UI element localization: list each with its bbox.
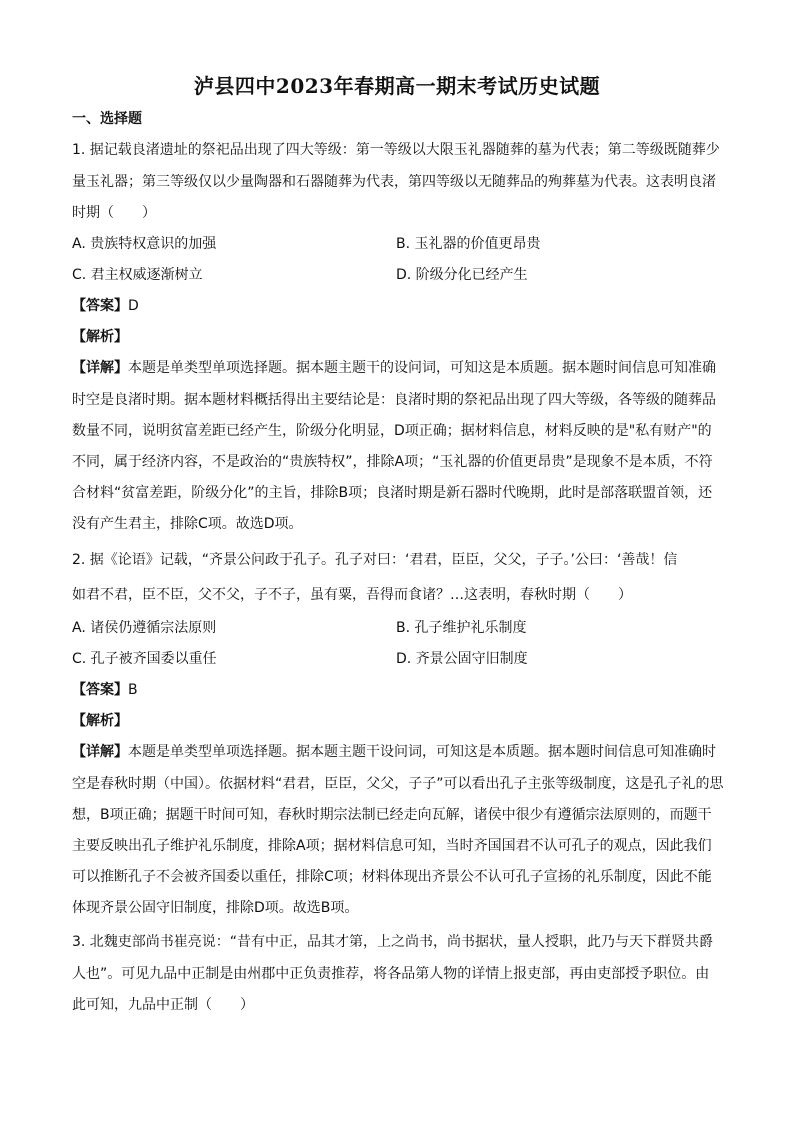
q1-analysis-label: 【解析】 — [72, 329, 128, 345]
q2-detail-line — [72, 742, 716, 762]
q2-analysis-label: 【解析】 — [72, 713, 128, 729]
answer-label: 【答案】 — [72, 298, 128, 314]
answer-value: B — [128, 682, 138, 698]
q1-stem-line: 量玉礼器；第三等级仅以少量陶器和石器随葬为代表，第四等级以无随葬品的殉葬墓为代表。这表明良渚 — [72, 174, 716, 190]
detail-label: 【详解】 — [72, 360, 128, 376]
q1-detail-line: 时空是良渚时期。据本题材料概括得出主要结论是：良渚时期的祭祀品出现了四大等级，各等级的随葬品 — [72, 392, 716, 408]
q2-detail-line: 体现齐景公固守旧制度，排除D项。故选B项。 — [72, 900, 359, 916]
q1-detail-line: 不同，属于经济内容，不是政治的“贵族特权”，排除A项；“玉礼器的价值更昂贵”是现象不是本质，不符 — [72, 454, 713, 470]
q2-detail-line: 可以推断孔子不会被齐国委以重任，排除C项；材料体现出齐景公不认可孔子宣扬的礼乐制度，因此不能 — [72, 869, 712, 885]
q1-detail-line: 没有产生君主，排除C项。故选D项。 — [72, 516, 303, 532]
q2-option-c: C. 孔子被齐国委以重任 — [72, 651, 217, 667]
q3-stem-line: 此可知，九品中正制（ ） — [72, 997, 254, 1013]
q1-option-c: C. 君主权威逐渐树立 — [72, 267, 203, 283]
q3-stem-line: 人也”。可见九品中正制是由州郡中正负责推荐，将各品第人物的详情上报吏部，再由吏部授予职位。由 — [72, 966, 710, 982]
page-title: 泸县四中2023年春期高一期末考试历史试题 — [193, 74, 601, 98]
q2-detail-line: 想，B项正确；据题干时间可知，春秋时期宗法制已经走向瓦解，诸侯中很少有遵循宗法原则的，而题干 — [72, 807, 712, 823]
q1-detail-line — [72, 358, 716, 378]
q1-detail-line: 合材料“贫富差距，阶级分化”的主旨，排除B项；良渚时期是新石器时代晚期，此时是部落联盟首领，还 — [72, 485, 713, 501]
q2-stem-line: 如君不君，臣不臣，父不父，子不子，虽有粟，吾得而食诸？…这表明，春秋时期（ ） — [72, 587, 632, 603]
q1-option-d: D. 阶级分化已经产生 — [396, 267, 528, 283]
detail-text: 本题是单类型单项选择题。据本题主题干的设问词，可知这是本质题。据本题时间信息可知准确 — [128, 360, 716, 376]
q2-option-d: D. 齐景公固守旧制度 — [396, 651, 528, 667]
q1-stem-line: 时期（ ） — [72, 205, 156, 221]
q1-option-b: B. 玉礼器的价值更昂贵 — [396, 236, 541, 252]
q2-option-b: B. 孔子维护礼乐制度 — [396, 620, 527, 636]
detail-text: 本题是单类型单项选择题。据本题主题干设问词，可知这是本质题。据本题时间信息可知准确时 — [128, 744, 716, 760]
q2-option-a: A. 诸侯仍遵循宗法原则 — [72, 620, 217, 636]
q3-stem-line: 3. 北魏吏部尚书崔亮说：“昔有中正，品其才第，上之尚书，尚书据状，量人授职，此乃与天下群贤共爵 — [72, 934, 714, 950]
q1-answer — [72, 296, 139, 316]
q1-detail-line: 数量不同，说明贫富差距已经产生，阶级分化明显，D项正确；据材料信息，材料反映的是"私有财产"的 — [72, 423, 712, 439]
q2-stem-line: 2. 据《论语》记载，“齐景公问政于孔子。孔子对曰：‘君君，臣臣，父父，子子。’公曰：‘善哉！信 — [72, 552, 678, 568]
detail-label: 【详解】 — [72, 744, 128, 760]
answer-value: D — [128, 298, 139, 314]
q1-option-a: A. 贵族特权意识的加强 — [72, 236, 217, 252]
q2-answer — [72, 680, 138, 700]
answer-label: 【答案】 — [72, 682, 128, 698]
q2-detail-line: 空是春秋时期（中国）。依据材料“君君，臣臣，父父，子子”可以看出孔子主张等级制度，这是孔子礼的思 — [72, 776, 724, 792]
q1-stem-line: 1. 据记载良渚遗址的祭祀品出现了四大等级：第一等级以大限玉礼器随葬的墓为代表；第二等级既随葬少 — [72, 142, 720, 158]
section-heading: 一、选择题 — [72, 111, 142, 127]
q2-detail-line: 主要反映出孔子维护礼乐制度，排除A项；据材料信息可知，当时齐国国君不认可孔子的观点，因此我们 — [72, 838, 712, 854]
